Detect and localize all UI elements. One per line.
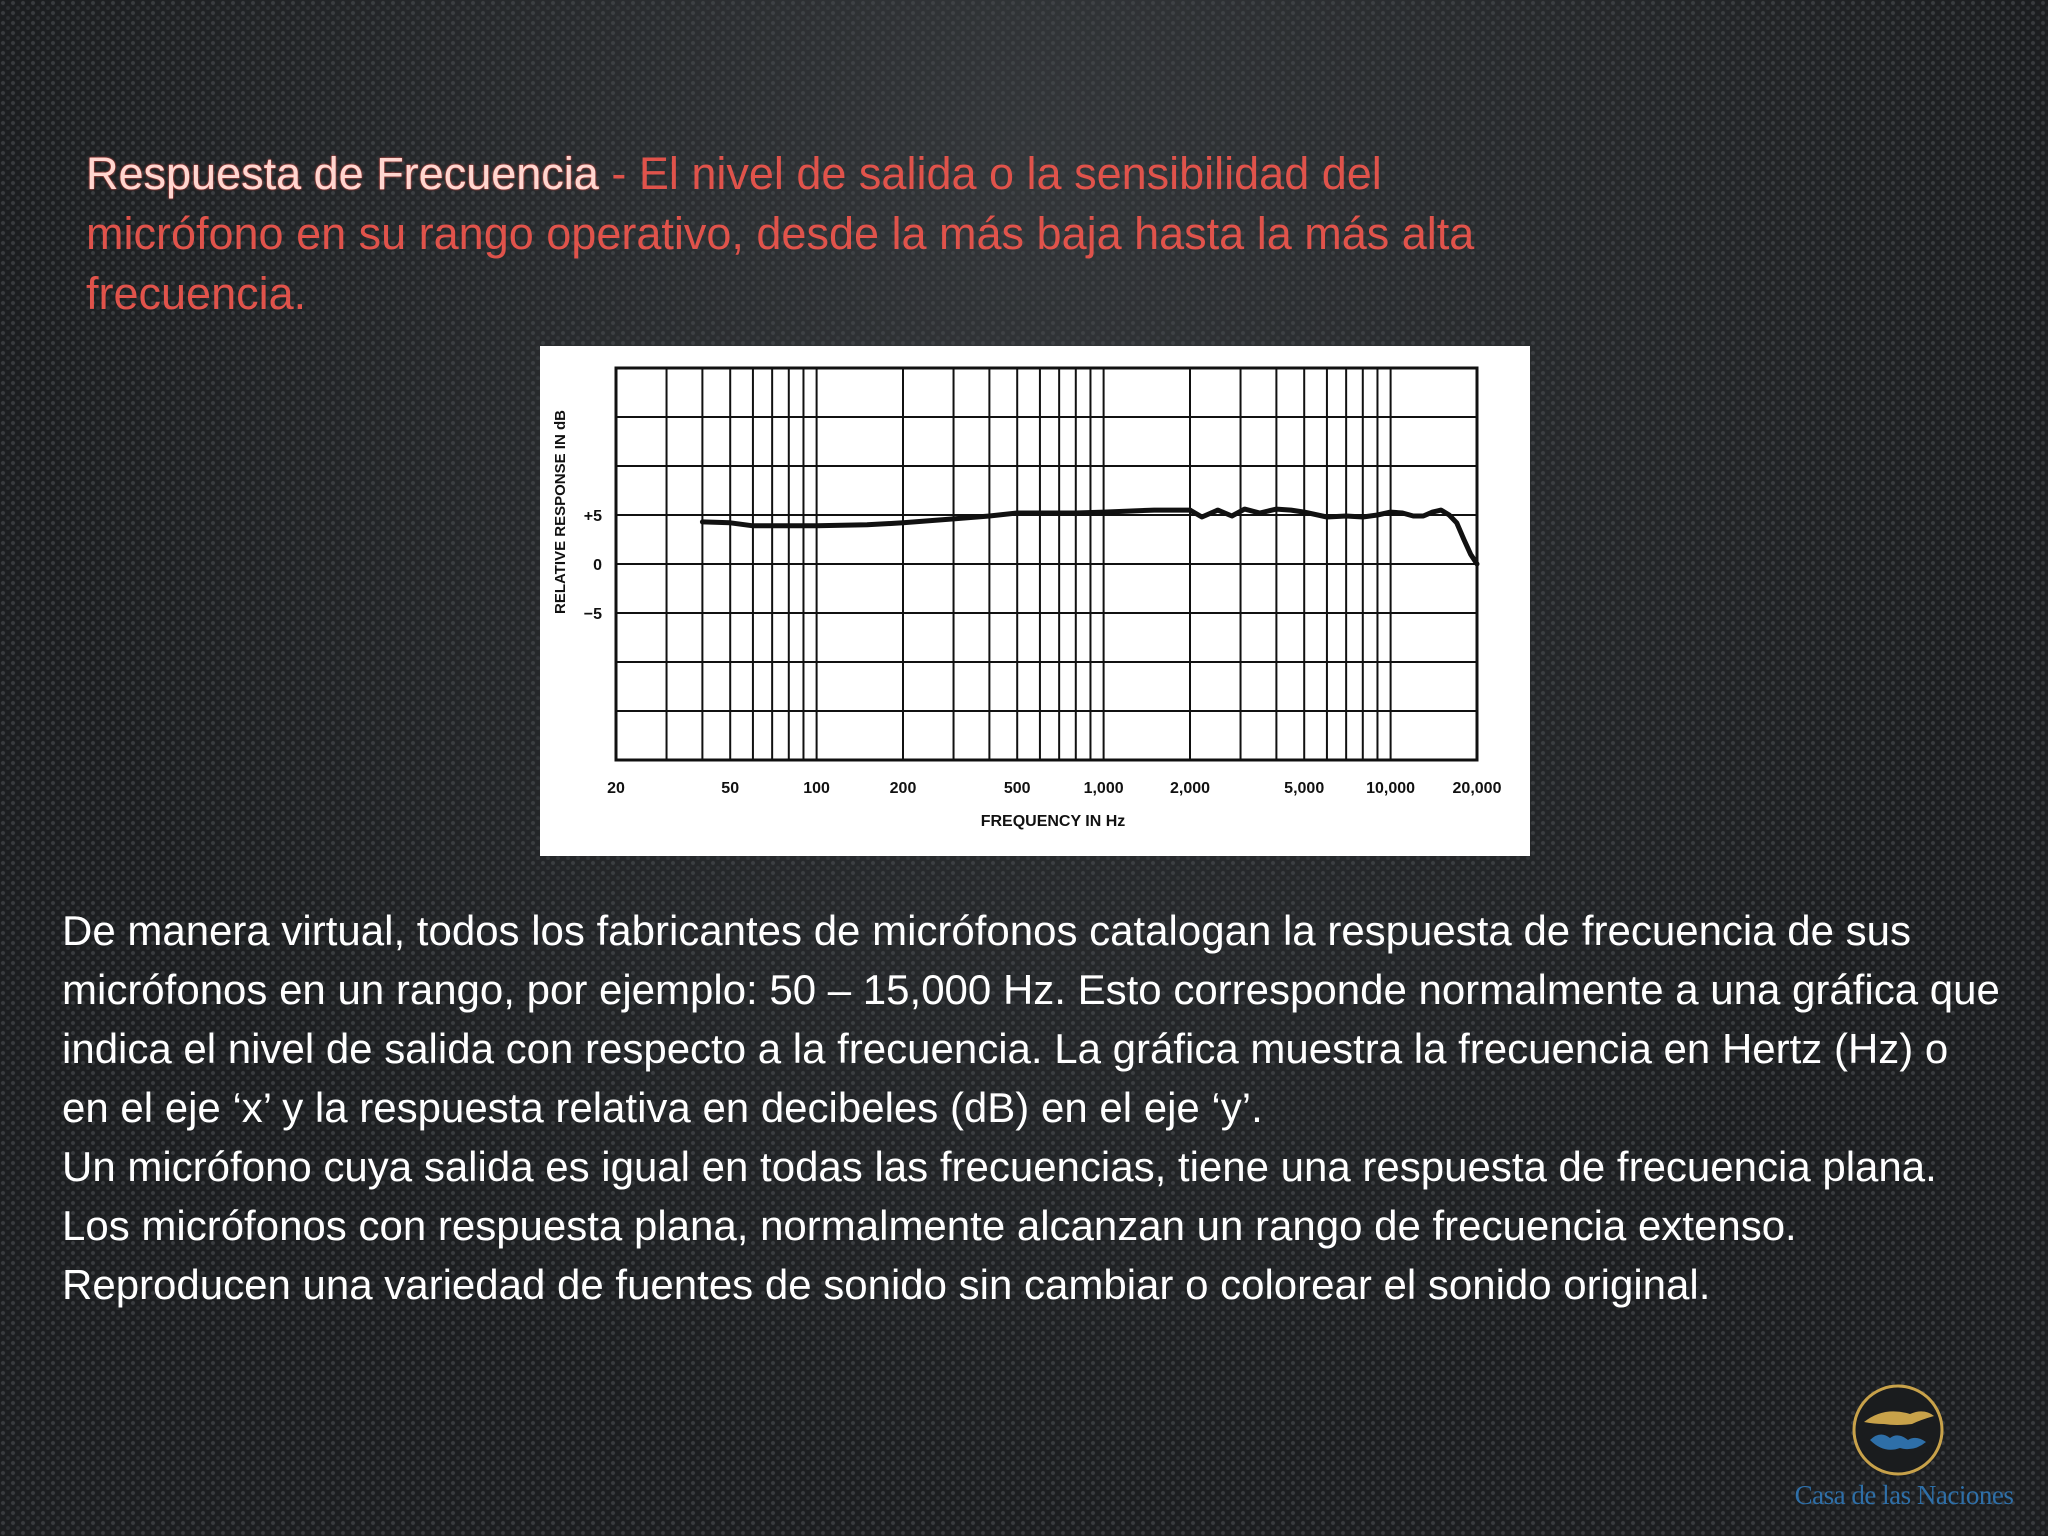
x-tick-label: 2,000 [1169, 780, 1211, 797]
y-tick-labels [584, 508, 602, 623]
x-tick-labels [607, 780, 1501, 797]
logo-text: Casa de las Naciones [1794, 1480, 2014, 1510]
x-tick-label: 20,000 [1452, 780, 1502, 797]
x-tick-label: 1,000 [1083, 780, 1124, 797]
body-paragraph-2: Un micrófono cuya salida es igual en todas las frecuencias, tiene una respuesta de frecuencia plana. Los micrófonos con respuesta plana, normalmente alcanzan un rango de frecuencia extenso. Reproducen una variedad de fuentes de sonido sin cambiar o colorear el sonido original. [62, 1143, 1937, 1308]
body-text [62, 901, 2002, 1314]
x-tick-label: 5,000 [1284, 780, 1325, 797]
y-tick-label: +5 [583, 508, 602, 525]
frequency-response-chart [540, 346, 1530, 856]
organization-logo [1784, 1380, 2024, 1520]
chart-grid [616, 368, 1477, 760]
x-axis-label: FREQUENCY IN Hz [980, 813, 1126, 830]
x-tick-label: 200 [889, 780, 917, 797]
y-tick-label: −5 [583, 606, 602, 623]
heading-definition: El nivel de salida o la sensibilidad del micrófono en su rango operativo, desde la más baja hasta la más alta frecuencia. [86, 148, 1475, 319]
y-tick-label: 0 [593, 557, 602, 574]
heading-separator: - [598, 148, 639, 199]
body-paragraph-1: De manera virtual, todos los fabricantes de micrófonos catalogan la respuesta de frecuencia de sus micrófonos en un rango, por ejemplo: 50 – 15,000 Hz. Esto corresponde normalmente a una gráfica que indica el nivel de salida con respecto a la frecuencia. La gráfica muestra la frecuencia en Hertz (Hz) o en el eje ‘x’ y la respuesta relativa en decibeles (dB) en el eje ‘y’. [62, 907, 2000, 1131]
x-tick-label: 100 [803, 780, 830, 797]
logo-emblem-icon [1784, 1380, 2024, 1480]
heading-term: Respuesta de Frecuencia [86, 148, 599, 199]
chart-canvas [540, 346, 1530, 856]
x-tick-label: 20 [607, 780, 625, 797]
x-tick-label: 500 [1003, 780, 1031, 797]
slide-heading [86, 144, 1586, 324]
y-axis-label: RELATIVE RESPONSE IN dB [552, 410, 569, 614]
x-tick-label: 10,000 [1366, 780, 1416, 797]
x-tick-label: 50 [721, 780, 740, 797]
